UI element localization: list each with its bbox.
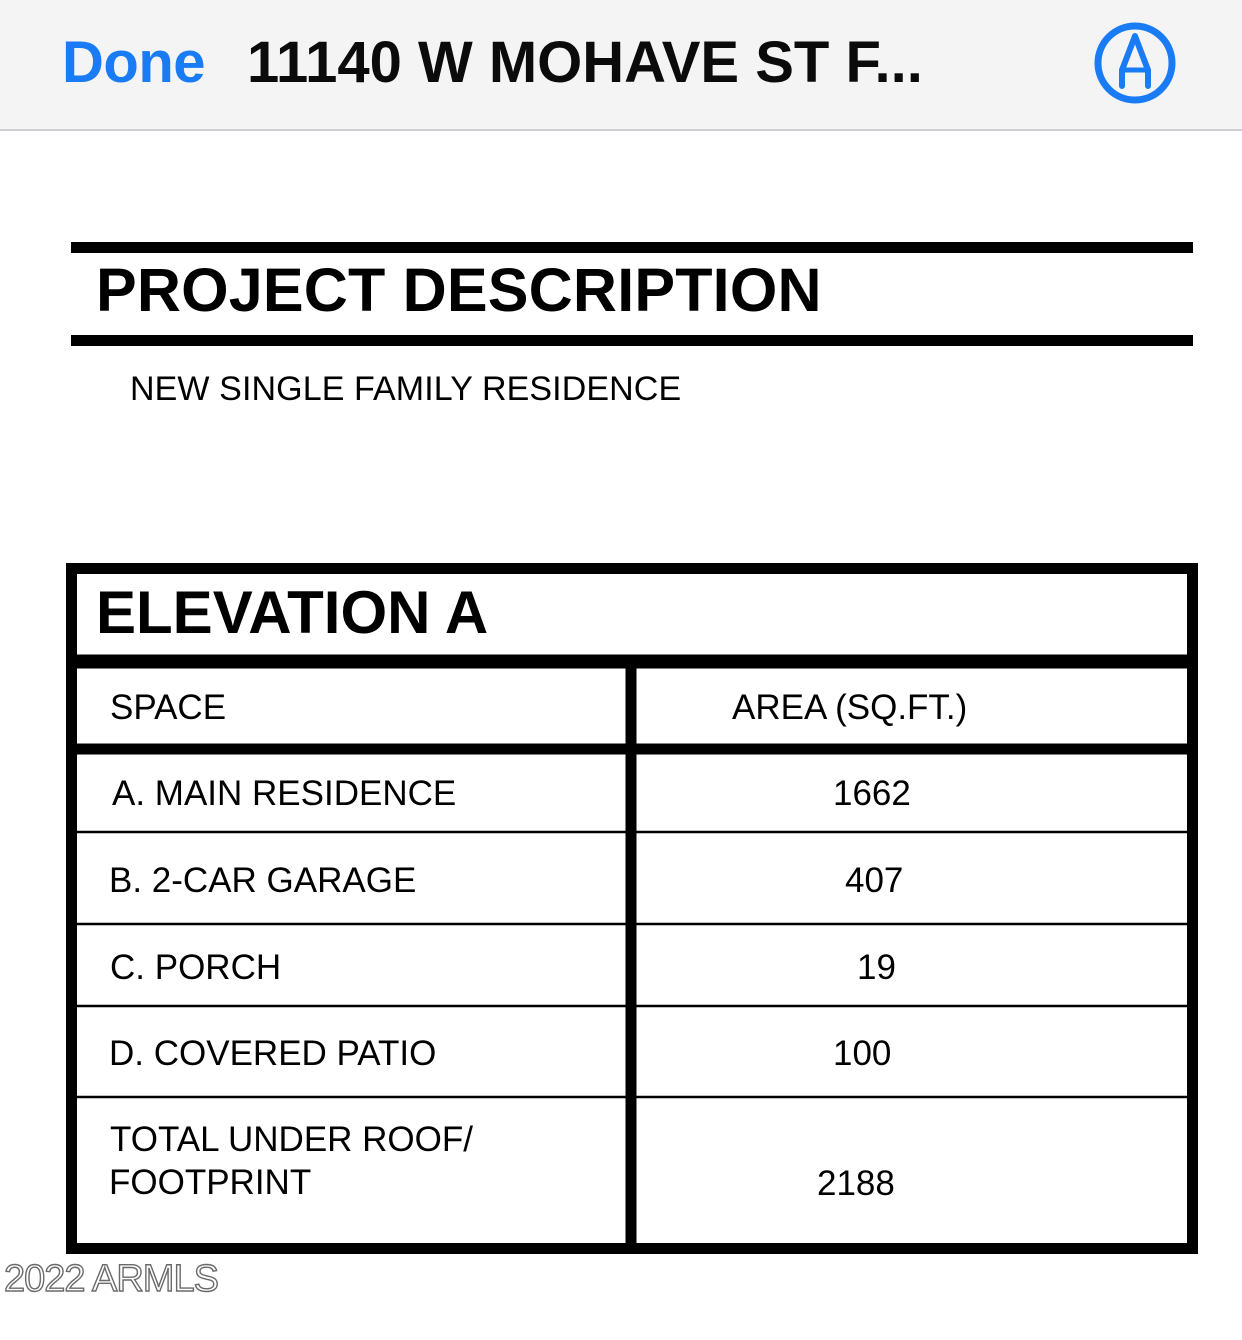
document-title: 11140 W MOHAVE ST F...	[247, 30, 923, 95]
row-area: 407	[845, 861, 904, 900]
table-title: ELEVATION A	[96, 579, 489, 646]
row-area: 19	[857, 948, 896, 987]
total-space-line1: TOTAL UNDER ROOF/	[110, 1120, 473, 1159]
row-area: 1662	[833, 774, 911, 813]
navigation-bar	[0, 0, 1242, 131]
copyright-watermark: 2022 ARMLS	[4, 1258, 218, 1300]
done-button[interactable]: Done	[62, 30, 205, 95]
project-description-text: NEW SINGLE FAMILY RESIDENCE	[130, 370, 682, 408]
row-space: D. COVERED PATIO	[109, 1034, 437, 1073]
row-area: 100	[833, 1034, 892, 1073]
header-area: AREA (SQ.FT.)	[732, 688, 968, 727]
bottom-rule	[71, 335, 1193, 346]
row-space: A. MAIN RESIDENCE	[112, 774, 457, 813]
row-space: B. 2-CAR GARAGE	[109, 861, 417, 900]
total-space-line2: FOOTPRINT	[109, 1163, 312, 1202]
elevation-table	[66, 563, 1198, 1254]
markup-pen-icon[interactable]	[1092, 20, 1178, 106]
header-space: SPACE	[110, 688, 227, 727]
section-title: PROJECT DESCRIPTION	[96, 256, 822, 324]
top-rule	[71, 242, 1193, 253]
total-area: 2188	[817, 1164, 895, 1203]
row-space: C. PORCH	[110, 948, 282, 987]
